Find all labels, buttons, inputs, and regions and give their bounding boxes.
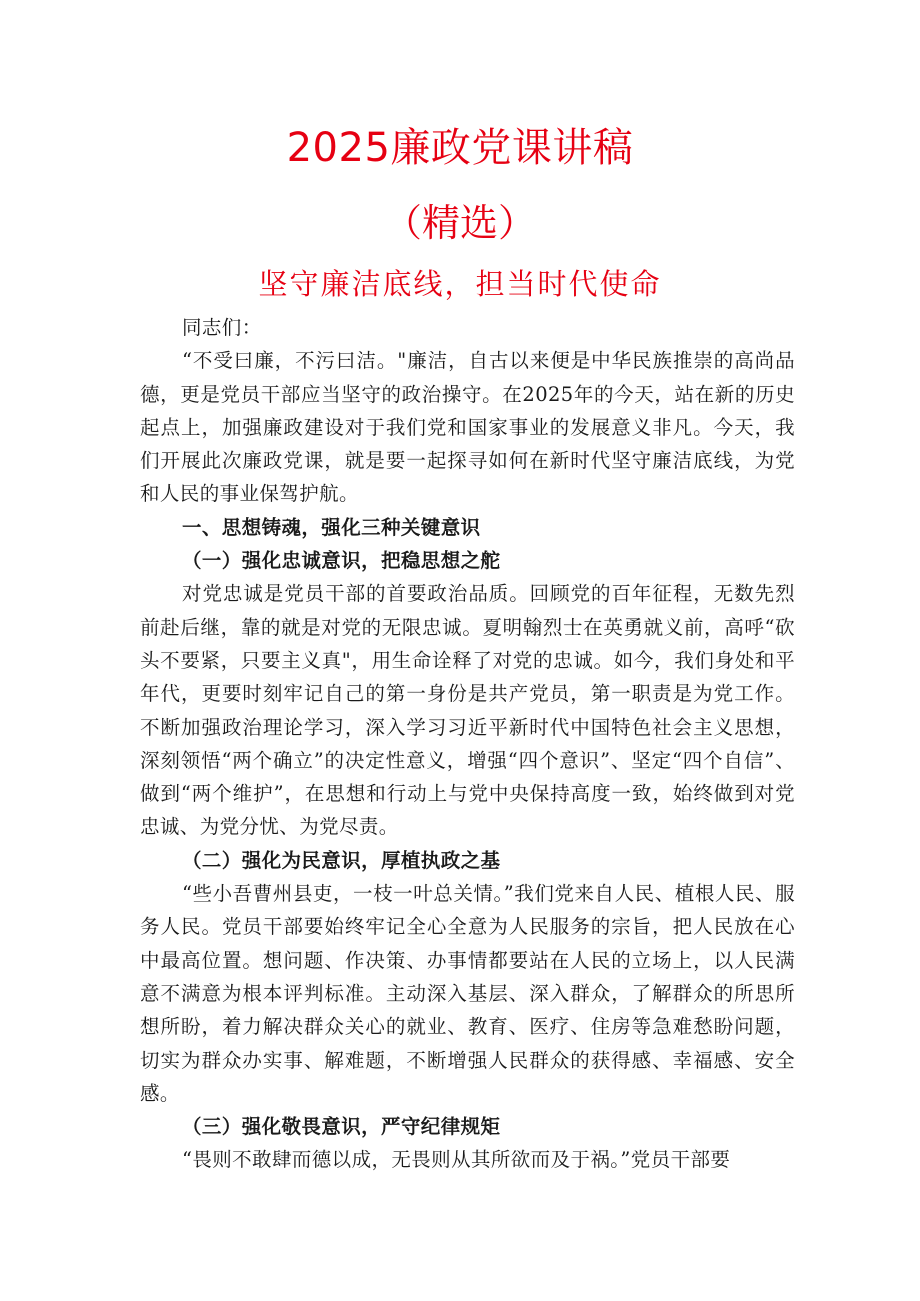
subsection-2-heading: （二）强化为民意识，厚植执政之基 <box>182 848 501 872</box>
document-theme: 坚守廉洁底线，担当时代使命 <box>258 267 662 301</box>
document-subtitle: （精选） <box>383 201 536 245</box>
intro-paragraph: “不受曰廉，不污曰洁。"廉洁，自古以来便是中华民族推崇的高尚品德，更是党员干部应当坚守的政治操守。在2025年的今天，站在新的历史起点上，加强廉政建设对于我们党和国家事业的发展意义非凡。今天，我们开展此次廉政党课，就是要一起探寻如何在新时代坚守廉洁底线，为党和人民的事业保驾护航。 <box>140 349 795 506</box>
section-1-heading: 一、思想铸魂，强化三种关键意识 <box>182 515 481 539</box>
document-title: 2025廉政党课讲稿 <box>286 125 634 171</box>
subsection-2-paragraph: “些小吾曹州县吏，一枝一叶总关情。”我们党来自人民、植根人民、服务人民。党员干部要始终牢记全心全意为人民服务的宗旨，把人民放在心中最高位置。想问题、作决策、办事情都要站在人民的立场上，以人民满意不满意为根本评判标准。主动深入基层、深入群众，了解群众的所思所想所盼，着力解决群众关心的就业、教育、医疗、住房等急难愁盼问题，切实为群众办实事、解难题，不断增强人民群众的获得感、幸福感、安全感。 <box>140 882 795 1105</box>
subsection-1-heading: （一）强化忠诚意识，把稳思想之舵 <box>182 549 501 573</box>
subsection-3-paragraph: “畏则不敢肆而德以成，无畏则从其所欲而及于祸。”党员干部要 <box>182 1148 731 1172</box>
document-body <box>140 311 795 1177</box>
greeting: 同志们： <box>182 316 262 339</box>
subsection-3-heading: （三）强化敬畏意识，严守纪律规矩 <box>182 1115 501 1139</box>
subsection-1-paragraph: 对党忠诚是党员干部的首要政治品质。回顾党的百年征程，无数先烈前赴后继，靠的就是对党的无限忠诚。夏明翰烈士在英勇就义前，高呼“砍头不要紧，只要主义真"，用生命诠释了对党的忠诚。如今，我们身处和平年代，更要时刻牢记自己的第一身份是共产党员，第一职责是为党工作。不断加强政治理论学习，深入学习习近平新时代中国特色社会主义思想，深刻领悟“两个确立”的决定性意义，增强“四个意识”、坚定“四个自信”、做到“两个维护”，在思想和行动上与党中央保持高度一致，始终做到对党忠诚、为党分忧、为党尽责。 <box>140 582 795 839</box>
